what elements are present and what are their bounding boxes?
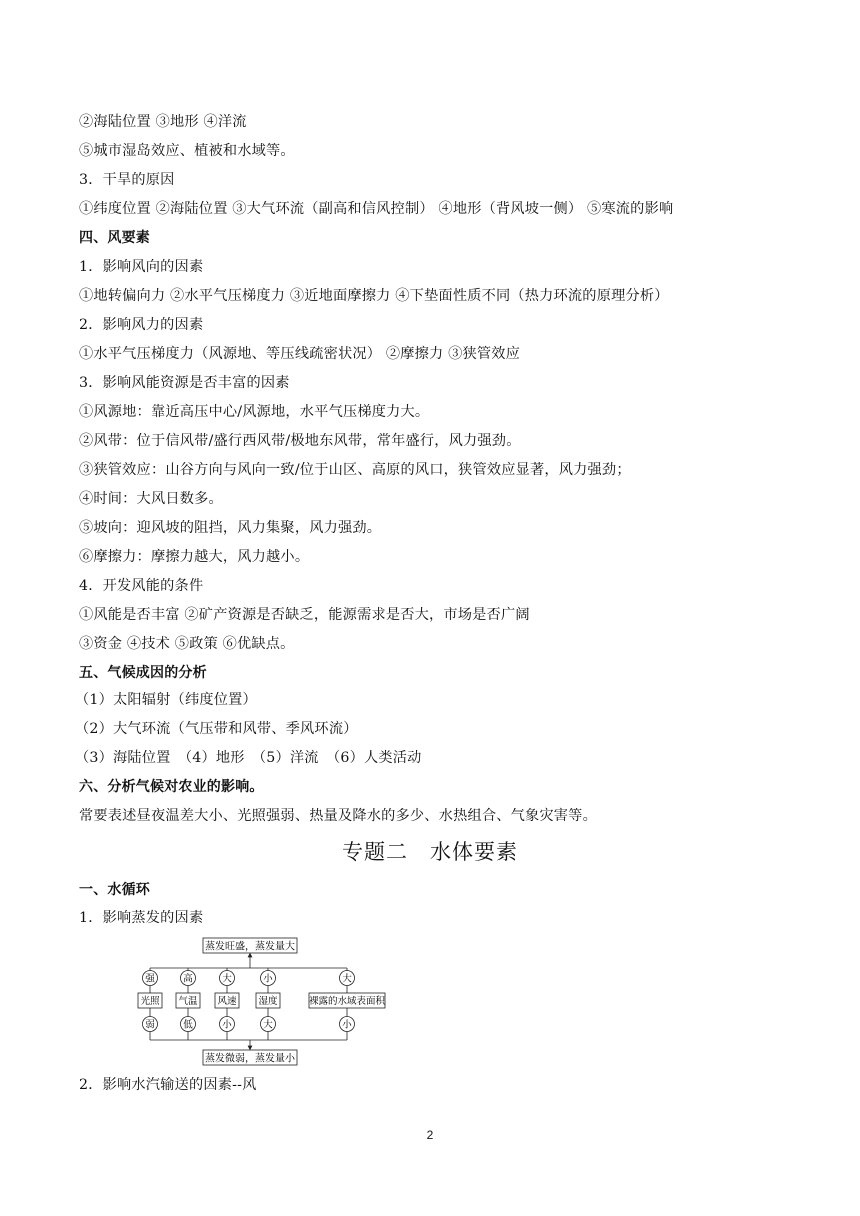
evaporation-factors-diagram (130, 934, 410, 1068)
page-number: 2 (426, 1128, 434, 1142)
section-heading: 六、分析气候对农业的影响。 (79, 779, 264, 795)
diagram-top-value: 小 (263, 973, 273, 985)
section-heading: 一、水循环 (79, 882, 150, 898)
text-line: 2．影响水汽输送的因素--风 (79, 1077, 257, 1093)
diagram-factor-label: 风速 (217, 996, 237, 1007)
topic-title (0, 838, 860, 866)
text-line: ⑥摩擦力：摩擦力越大，风力越小。 (79, 549, 310, 565)
diagram-factor-label: 光照 (140, 996, 160, 1007)
diagram-column (138, 968, 162, 1040)
diagram-column (215, 968, 239, 1040)
diagram-top-value: 大 (222, 973, 232, 985)
diagram-factor-label: 湿度 (258, 996, 278, 1007)
diagram-bottom-value: 低 (183, 1019, 193, 1031)
text-line: ④时间：大风日数多。 (79, 491, 223, 507)
text-line: 2．影响风力的因素 (79, 317, 204, 333)
text-line: ⑤城市湿岛效应、植被和水域等。 (79, 143, 295, 159)
diagram-bottom-box-label: 蒸发微弱，蒸发量小 (205, 1053, 295, 1065)
text-line: ①地转偏向力 ②水平气压梯度力 ③近地面摩擦力 ④下垫面性质不同（热力环流的原理分析） (79, 288, 669, 304)
text-line: 4．开发风能的条件 (79, 578, 204, 594)
text-line: 常要表述昼夜温差大小、光照强弱、热量及降水的多少、水热组合、气象灾害等。 (79, 808, 597, 824)
diagram-column (256, 968, 280, 1040)
text-line: （3）海陆位置 （4）地形 （5）洋流 （6）人类活动 (75, 750, 422, 766)
diagram-bottom-value: 大 (263, 1019, 273, 1031)
diagram-bottom-value: 弱 (145, 1019, 155, 1031)
diagram-top-value: 高 (183, 973, 193, 985)
diagram-factor-label: 裸露的水域表面积 (308, 996, 386, 1007)
diagram-column (176, 968, 200, 1040)
text-line: ①水平气压梯度力（风源地、等压线疏密状况） ②摩擦力 ③狭管效应 (79, 346, 521, 362)
section-heading: 五、气候成因的分析 (79, 665, 207, 681)
diagram-top-value: 强 (145, 973, 155, 985)
diagram-top-box-label: 蒸发旺盛，蒸发量大 (205, 941, 295, 953)
diagram-top-value: 大 (342, 973, 352, 985)
text-line: ②海陆位置 ③地形 ④洋流 (79, 114, 247, 130)
text-line: ①风源地：靠近高压中心/风源地，水平气压梯度力大。 (79, 404, 430, 420)
text-line: 1．影响风向的因素 (79, 259, 204, 275)
topic-name: 水体要素 (430, 840, 518, 864)
text-line: ①纬度位置 ②海陆位置 ③大气环流（副高和信风控制） ④地形（背风坡一侧） ⑤寒流的影响 (79, 201, 674, 217)
diagram-bottom-value: 小 (342, 1019, 352, 1031)
text-line: ⑤坡向：迎风坡的阻挡，风力集聚，风力强劲。 (79, 520, 382, 536)
text-line: （1）太阳辐射（纬度位置） (75, 692, 257, 708)
diagram-bottom-value: 小 (222, 1019, 232, 1031)
text-line: 3．干旱的原因 (79, 172, 175, 188)
text-line: 1．影响蒸发的因素 (79, 910, 204, 926)
diagram-factor-label: 气温 (178, 996, 198, 1007)
text-line: ③狭管效应：山谷方向与风向一致/位于山区、高原的风口，狭管效应显著，风力强劲； (79, 462, 631, 478)
text-line: ③资金 ④技术 ⑤政策 ⑥优缺点。 (79, 636, 295, 652)
diagram-column (309, 968, 386, 1040)
text-line: ②风带：位于信风带/盛行西风带/极地东风带，常年盛行，风力强劲。 (79, 433, 521, 449)
text-line: 3．影响风能资源是否丰富的因素 (79, 375, 290, 391)
text-line: ①风能是否丰富 ②矿产资源是否缺乏，能源需求是否大，市场是否广阔 (79, 607, 530, 623)
topic-number: 专题二 (342, 840, 408, 864)
section-heading: 四、风要素 (79, 230, 150, 246)
text-line: （2）大气环流（气压带和风带、季风环流） (75, 721, 358, 737)
